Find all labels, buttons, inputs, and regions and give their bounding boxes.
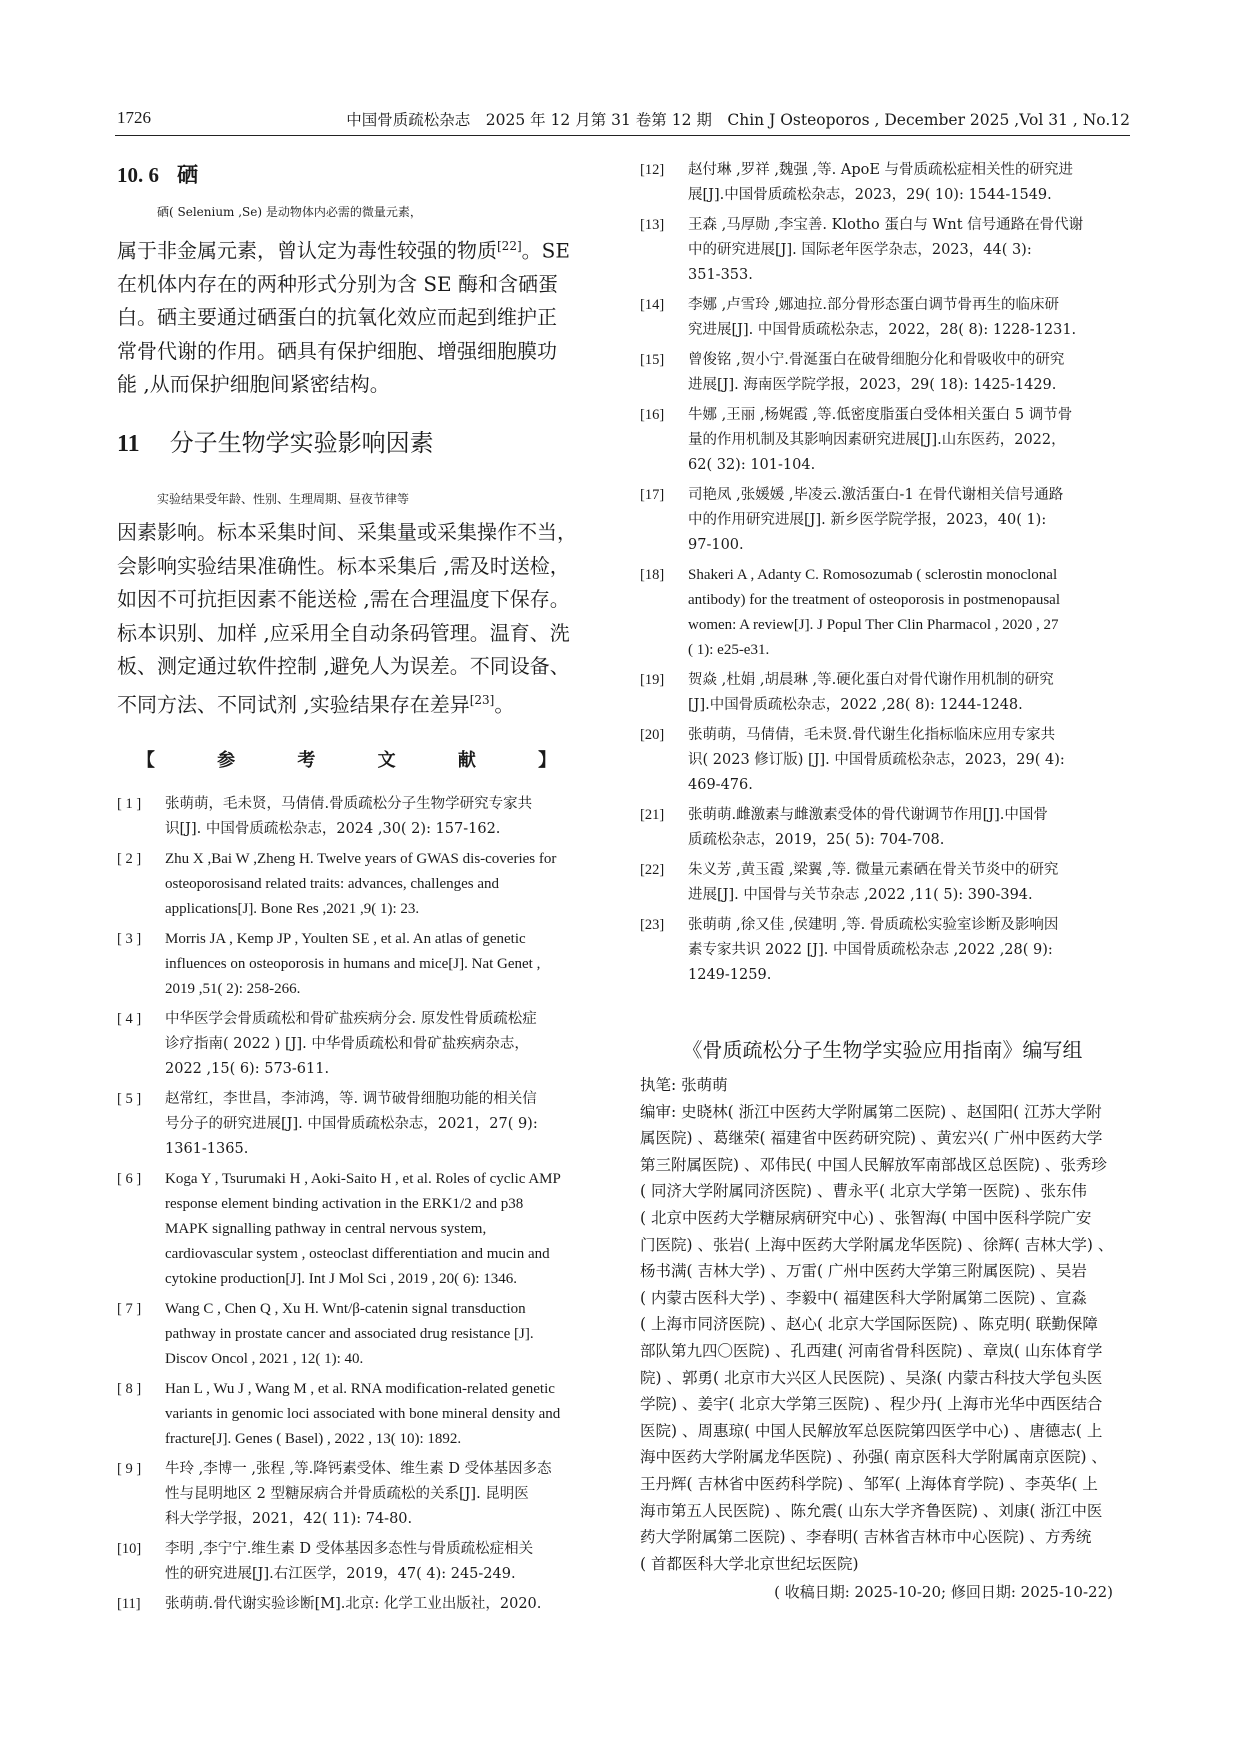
- reference-text: [165, 847, 604, 922]
- reference-text: [688, 483, 1125, 558]
- editorial-line: 学院) 、姜宇( 北京大学第三医院) 、程少丹( 上海市光华中西医结合: [640, 1395, 1103, 1414]
- reference-index: [23]: [640, 917, 665, 933]
- right-column: [640, 158, 1125, 1605]
- paragraph-line: 常骨代谢的作用。硒具有保护细胞、增强细胞膜功: [117, 338, 557, 363]
- paragraph-line: 会影响实验结果准确性。标本采集后 ,需及时送检，: [117, 553, 570, 578]
- reference-text: [688, 403, 1125, 478]
- editorial-line: 院) 、郭勇( 北京市大兴区人民医院) 、吴涤( 内蒙古科技大学包头医: [640, 1368, 1103, 1387]
- reference-item: [117, 1007, 604, 1082]
- reference-line: cytokine production[J]. Int J Mol Sci , 2019 , 20( 6): 1346.: [165, 1270, 518, 1287]
- reference-index: [15]: [640, 352, 665, 368]
- editorial-line: 门医院) 、张岩( 上海中医药大学附属龙华医院) 、徐辉( 吉林大学) 、: [640, 1235, 1114, 1254]
- section-11-heading: [117, 426, 604, 461]
- reference-text: [688, 563, 1125, 663]
- reference-item: [640, 158, 1125, 208]
- reference-line: variants in genomic loci associated with bone mineral density and: [165, 1405, 561, 1422]
- references-list-right: [640, 158, 1125, 988]
- reference-item: [640, 668, 1125, 718]
- reference-line: 469-476.: [688, 777, 753, 793]
- reference-line: 素专家共识 2022 [J]. 中国骨质疏松杂志 ,2022 ,28( 9):: [688, 942, 1053, 958]
- reference-line: pathway in prostate cancer and associated drug resistance [J].: [165, 1325, 534, 1342]
- reference-item: [117, 1297, 604, 1372]
- reference-item: [117, 792, 604, 842]
- reference-index: [ 5 ]: [117, 1090, 142, 1107]
- reference-line: 识[J]. 中国骨质疏松杂志，2024 ,30( 2): 157-162.: [165, 820, 501, 837]
- reference-line: 量的作用机制及其影响因素研究进展[J].山东医药，2022，: [688, 432, 1066, 448]
- reference-line: fracture[J]. Genes ( Basel) , 2022 , 13( 10): 1892.: [165, 1430, 462, 1447]
- reference-line: response element binding activation in the ERK1/2 and p38: [165, 1195, 524, 1212]
- references-list-left: [117, 792, 604, 1617]
- reference-line: women: A review[J]. J Popul Ther Clin Pharmacol , 2020 , 27: [688, 617, 1059, 633]
- citation-marker: [22]: [497, 238, 522, 253]
- section-number: 11: [117, 430, 140, 457]
- editorial-line: ( 内蒙古医科大学) 、李毅中( 福建医科大学附属第二医院) 、宣淼: [640, 1288, 1087, 1307]
- reference-text: [165, 1297, 604, 1372]
- reference-index: [11]: [117, 1595, 141, 1612]
- reference-line: 曾俊铭 ,贺小宁.骨涎蛋白在破骨细胞分化和骨吸收中的研究: [688, 352, 1065, 368]
- reference-line: 中的作用研究进展[J]. 新乡医学院学报，2023，40( 1):: [688, 512, 1047, 528]
- paragraph-line: 板、测定通过软件控制 ,避免人为误差。不同设备、: [117, 654, 570, 679]
- reference-text: [165, 1007, 604, 1082]
- reference-item: [117, 1377, 604, 1452]
- paragraph-line: 属于非金属元素，曾认定为毒性较强的物质[22]。SE: [117, 238, 570, 263]
- reference-line: Shakeri A , Adanty C. Romosozumab ( sclerostin monoclonal: [688, 567, 1058, 583]
- reference-line: 进展[J]. 海南医学院学报，2023，29( 18): 1425-1429.: [688, 377, 1057, 393]
- reference-line: 2019 ,51( 2): 258-266.: [165, 980, 301, 997]
- reference-line: 诊疗指南( 2022 ) [J]. 中华骨质疏松和骨矿盐疾病杂志，: [165, 1035, 529, 1052]
- reference-text: [165, 1592, 604, 1617]
- reference-text: [165, 1457, 604, 1532]
- reference-text: [165, 792, 604, 842]
- reference-index: [14]: [640, 297, 665, 313]
- reference-item: [640, 563, 1125, 663]
- section-10-6-heading: [117, 160, 604, 190]
- paragraph-line: 硒( Selenium ,Se) 是动物体内必需的微量元素，: [157, 205, 422, 219]
- reference-line: Wang C , Chen Q , Xu H. Wnt/β-catenin signal transduction: [165, 1300, 526, 1317]
- reference-item: [640, 858, 1125, 908]
- reference-line: 贺焱 ,杜娟 ,胡晨琳 ,等.硬化蛋白对骨代谢作用机制的研究: [688, 672, 1054, 688]
- editorial-line: 药大学附属第二医院) 、李春明( 吉林省吉林市中心医院) 、方秀统: [640, 1528, 1092, 1547]
- reference-line: antibody) for the treatment of osteoporosis in postmenopausal: [688, 592, 1061, 608]
- reference-line: 1249-1259.: [688, 967, 772, 983]
- paragraph-line: 白。硒主要通过硒蛋白的抗氧化效应而起到维护正: [117, 305, 557, 330]
- reference-item: [117, 1592, 604, 1617]
- reference-line: MAPK signalling pathway in central nervous system,: [165, 1220, 487, 1237]
- paragraph-line: 能 ,从而保护细胞间紧密结构。: [117, 372, 390, 397]
- page-number: 1726: [117, 108, 151, 127]
- editorial-group-members: [640, 1072, 1125, 1577]
- reference-item: [117, 847, 604, 922]
- reference-line: Morris JA , Kemp JP , Youlten SE , et al. An atlas of genetic: [165, 930, 526, 947]
- reference-line: influences on osteoporosis in humans and mice[J]. Nat Genet ,: [165, 955, 541, 972]
- reference-text: [688, 723, 1125, 798]
- reference-line: Han L , Wu J , Wang M , et al. RNA modification-related genetic: [165, 1380, 555, 1397]
- reference-line: Koga Y , Tsurumaki H , Aoki-Saito H , et al. Roles of cyclic AMP: [165, 1170, 561, 1187]
- editorial-group-title: 《骨质疏松分子生物学实验应用指南》编写组: [682, 1038, 1083, 1062]
- reference-line: cardiovascular system , osteoclast differentiation and mucin and: [165, 1245, 550, 1262]
- selenium-paragraph: [117, 196, 604, 402]
- reference-line: 张萌萌.骨代谢实验诊断[M].北京: 化学工业出版社，2020.: [165, 1595, 542, 1612]
- journal-running-header: 中国骨质疏松杂志 2025 年 12 月第 31 卷第 12 期 Chin J Osteoporos , December 2025 ,Vol 31 , No.12: [346, 111, 1130, 129]
- editorial-line: ( 首都医科大学北京世纪坛医院): [640, 1554, 859, 1573]
- reference-text: [688, 348, 1125, 398]
- reference-index: [ 7 ]: [117, 1300, 142, 1317]
- reference-line: 62( 32): 101-104.: [688, 457, 816, 473]
- reference-line: 王森 ,马厚勋 ,李宝善. Klotho 蛋白与 Wnt 信号通路在骨代谢: [688, 217, 1084, 233]
- reference-line: 97-100.: [688, 537, 744, 553]
- reference-line: 李明 ,李宁宁.维生素 D 受体基因多态性与骨质疏松症相关: [165, 1540, 534, 1557]
- reference-index: [12]: [640, 162, 665, 178]
- reference-item: [640, 348, 1125, 398]
- reference-line: 李娜 ,卢雪玲 ,娜迪拉.部分骨形态蛋白调节骨再生的临床研: [688, 297, 1060, 313]
- reference-index: [21]: [640, 807, 665, 823]
- editorial-line: 编审: 史晓林( 浙江中医药大学附属第二医院) 、赵国阳( 江苏大学附: [640, 1102, 1102, 1121]
- reference-text: [688, 803, 1125, 853]
- reference-index: [16]: [640, 407, 665, 423]
- reference-index: [22]: [640, 862, 665, 878]
- section-title: 分子生物学实验影响因素: [169, 428, 434, 457]
- editorial-line: ( 北京中医药大学糖尿病研究中心) 、张智海( 中国中医科学院广安: [640, 1208, 1092, 1227]
- reference-text: [165, 1377, 604, 1452]
- reference-text: [165, 1537, 604, 1587]
- reference-text: [688, 293, 1125, 343]
- reference-text: [165, 1167, 604, 1292]
- reference-line: 张萌萌.雌激素与雌激素受体的骨代谢调节作用[J].中国骨: [688, 807, 1048, 823]
- editorial-line: ( 上海市同济医院) 、赵心( 北京大学国际医院) 、陈克明( 联勤保障: [640, 1315, 1098, 1334]
- influencing-factors-paragraph: [117, 483, 604, 722]
- reference-line: 进展[J]. 中国骨与关节杂志 ,2022 ,11( 5): 390-394.: [688, 887, 1033, 903]
- reference-line: 张萌萌，毛未贤，马倩倩.骨质疏松分子生物学研究专家共: [165, 795, 533, 812]
- reference-line: 牛玲 ,李博一 ,张程 ,等.降钙素受体、维生素 D 受体基因多态: [165, 1460, 552, 1477]
- reference-item: [117, 1537, 604, 1587]
- reference-item: [640, 293, 1125, 343]
- reference-line: 351-353.: [688, 267, 753, 283]
- reference-line: ( 1): e25-e31.: [688, 642, 770, 658]
- reference-line: 质疏松杂志，2019，25( 5): 704-708.: [688, 832, 945, 848]
- reference-text: [688, 158, 1125, 208]
- editorial-line: 海市第五人民医院) 、陈允震( 山东大学齐鲁医院) 、刘康( 浙江中医: [640, 1501, 1103, 1520]
- reference-item: [117, 927, 604, 1002]
- reference-line: 性的研究进展[J].右江医学，2019，47( 4): 245-249.: [165, 1565, 516, 1582]
- reference-line: 张萌萌，马倩倩，毛未贤.骨代谢生化指标临床应用专家共: [688, 727, 1056, 743]
- reference-index: [20]: [640, 727, 665, 743]
- reference-index: [ 8 ]: [117, 1380, 142, 1397]
- reference-line: 性与昆明地区 2 型糖尿病合并骨质疏松的关系[J]. 昆明医: [165, 1485, 529, 1502]
- editorial-line: 医院) 、周惠琼( 中国人民解放军总医院第四医学中心) 、唐德志( 上: [640, 1421, 1103, 1440]
- reference-line: 展[J].中国骨质疏松杂志，2023，29( 10): 1544-1549.: [688, 187, 1052, 203]
- reference-index: [17]: [640, 487, 665, 503]
- reference-line: osteoporosisand related traits: advances, challenges and: [165, 875, 500, 892]
- section-title: 硒: [177, 162, 198, 187]
- editorial-line: 部队第九四〇医院) 、孔西建( 河南省骨科医院) 、章岚( 山东体育学: [640, 1341, 1103, 1360]
- reference-item: [640, 913, 1125, 988]
- header-rule: [115, 135, 1130, 136]
- paragraph-line: 因素影响。标本采集时间、采集量或采集操作不当，: [117, 520, 577, 545]
- reference-line: 2022 ,15( 6): 573-611.: [165, 1060, 330, 1077]
- reference-line: 中华医学会骨质疏松和骨矿盐疾病分会. 原发性骨质疏松症: [165, 1010, 537, 1027]
- reference-line: 张萌萌 ,徐又佳 ,侯建明 ,等. 骨质疏松实验室诊断及影响因: [688, 917, 1059, 933]
- reference-item: [117, 1087, 604, 1162]
- section-number: 10. 6: [117, 163, 159, 187]
- paragraph-line: 实验结果受年龄、性别、生理周期、昼夜节律等: [157, 491, 410, 506]
- reference-item: [640, 803, 1125, 853]
- reference-line: 司艳凤 ,张媛媛 ,毕凌云.激活蛋白-1 在骨代谢相关信号通路: [688, 487, 1064, 503]
- editorial-line: 属医院) 、葛继荣( 福建省中医药研究院) 、黄宏兴( 广州中医药大学: [640, 1129, 1103, 1148]
- editorial-line: 王丹辉( 吉林省中医药科学院) 、邹军( 上海体育学院) 、李英华( 上: [640, 1474, 1098, 1493]
- reference-text: [688, 668, 1125, 718]
- reference-index: [ 9 ]: [117, 1460, 142, 1477]
- reference-index: [ 3 ]: [117, 930, 142, 947]
- references-heading: 【 参 考 文 献 】: [136, 749, 585, 771]
- left-column: [117, 158, 604, 1622]
- reference-index: [10]: [117, 1540, 142, 1557]
- reference-index: [ 4 ]: [117, 1010, 142, 1027]
- reference-line: Discov Oncol , 2021 , 12( 1): 40.: [165, 1350, 364, 1367]
- reference-line: applications[J]. Bone Res ,2021 ,9( 1): 23.: [165, 900, 420, 917]
- reference-text: [165, 1087, 604, 1162]
- paragraph-line: 如因不可抗拒因素不能送检 ,需在合理温度下保存。: [117, 587, 570, 612]
- reference-line: 科大学学报，2021，42( 11): 74-80.: [165, 1510, 413, 1527]
- reference-line: Zhu X ,Bai W ,Zheng H. Twelve years of GWAS dis-coveries for: [165, 850, 557, 867]
- reference-line: 识( 2023 修订版) [J]. 中国骨质疏松杂志，2023，29( 4):: [688, 752, 1065, 768]
- citation-marker: [23]: [469, 692, 495, 707]
- editorial-line: 杨书满( 吉林大学) 、万雷( 广州中医药大学第三附属医院) 、吴岩: [640, 1262, 1087, 1281]
- reference-text: [688, 213, 1125, 288]
- editorial-line: ( 同济大学附属同济医院) 、曹永平( 北京大学第一医院) 、张东伟: [640, 1182, 1087, 1201]
- reference-index: [ 6 ]: [117, 1170, 142, 1187]
- reference-item: [117, 1457, 604, 1532]
- reference-index: [13]: [640, 217, 665, 233]
- reference-line: 赵付琳 ,罗祥 ,魏强 ,等. ApoE 与骨质疏松症相关性的研究进: [688, 162, 1074, 178]
- reference-line: 赵常红，李世昌，李沛鸿，等. 调节破骨细胞功能的相关信: [165, 1090, 537, 1107]
- paragraph-line: 在机体内存在的两种形式分别为含 SE 酶和含硒蛋: [117, 271, 559, 296]
- reference-item: [640, 403, 1125, 478]
- received-revised-dates: ( 收稿日期: 2025-10-20; 修回日期: 2025-10-22): [774, 1583, 1113, 1602]
- reference-item: [640, 213, 1125, 288]
- editorial-line: 海中医药大学附属龙华医院) 、孙强( 南京医科大学附属南京医院) 、: [640, 1448, 1107, 1467]
- reference-text: [688, 913, 1125, 988]
- reference-line: 牛娜 ,王丽 ,杨娓霞 ,等.低密度脂蛋白受体相关蛋白 5 调节骨: [688, 407, 1073, 423]
- paragraph-line: 标本识别、加样 ,应采用全自动条码管理。温育、洗: [117, 620, 570, 645]
- editorial-line: 第三附属医院) 、邓伟民( 中国人民解放军南部战区总医院) 、张秀珍: [640, 1155, 1107, 1174]
- reference-line: 中的研究进展[J]. 国际老年医学杂志，2023，44( 3):: [688, 242, 1032, 258]
- paragraph-line: 不同方法、不同试剂 ,实验结果存在差异[23]。: [117, 692, 515, 717]
- reference-index: [18]: [640, 567, 665, 583]
- reference-item: [117, 1167, 604, 1292]
- reference-line: 究进展[J]. 中国骨质疏松杂志，2022，28( 8): 1228-1231.: [688, 322, 1077, 338]
- reference-item: [640, 723, 1125, 798]
- reference-line: 1361-1365.: [165, 1140, 249, 1157]
- reference-line: 朱义芳 ,黄玉霞 ,梁翼 ,等. 微量元素硒在骨关节炎中的研究: [688, 862, 1059, 878]
- reference-text: [165, 927, 604, 1002]
- reference-index: [ 2 ]: [117, 850, 142, 867]
- reference-index: [19]: [640, 672, 665, 688]
- reference-index: [ 1 ]: [117, 795, 142, 812]
- reference-line: 号分子的研究进展[J]. 中国骨质疏松杂志，2021，27( 9):: [165, 1115, 538, 1132]
- reference-item: [640, 483, 1125, 558]
- reference-text: [688, 858, 1125, 908]
- reference-line: [J].中国骨质疏松杂志，2022 ,28( 8): 1244-1248.: [688, 697, 1023, 713]
- editorial-line: 执笔: 张萌萌: [640, 1076, 728, 1094]
